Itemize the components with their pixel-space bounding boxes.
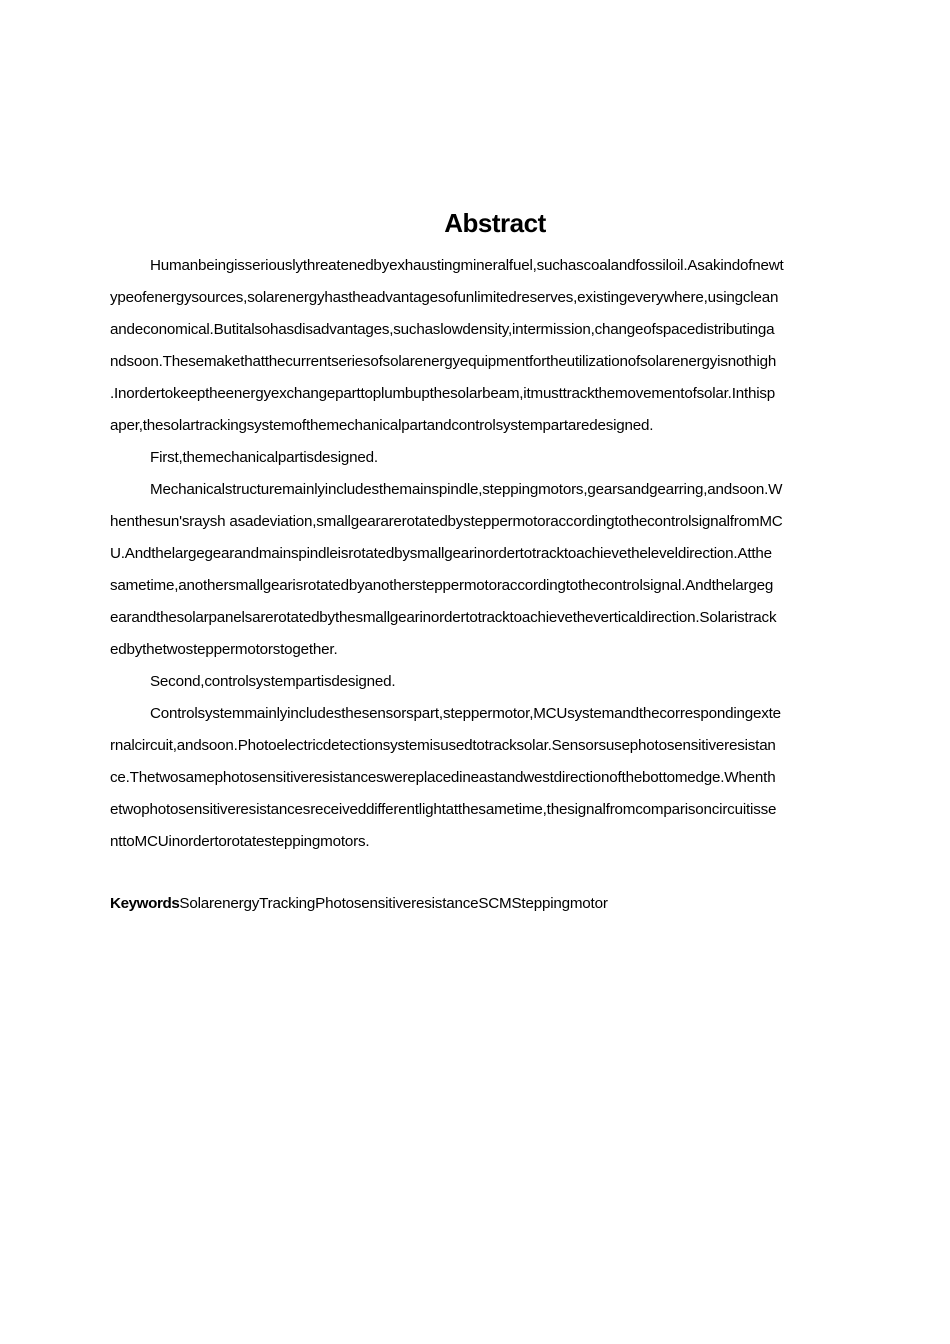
text-line: rnalcircuit,andsoon.Photoelectricdetectionsystemisusedtotracksolar.Sensorsusephotosensitiveresistan	[110, 737, 776, 754]
text-line: Mechanicalstructuremainlyincludesthemainspindle,steppingmotors,gearsandgearring,andsoon.W	[150, 481, 783, 498]
text-line: etwophotosensitiveresistancesreceiveddifferentlightatthesametime,thesignalfromcomparisoncircuitisse	[110, 801, 777, 818]
page-title: Abstract	[444, 208, 546, 238]
text-line: andeconomical.Butitalsohasdisadvantages,suchaslowdensity,intermission,changeofspacedistributinga	[110, 321, 775, 338]
text-line: henthesun'sraysh asadeviation,smallgeararerotatedbysteppermotoraccordingtothecontrolsignalfromMC	[110, 513, 783, 530]
text-line: U.Andthelargegearandmainspindleisrotatedbysmallgearinordertotracktoachievetheleveldirection.Atthe	[110, 545, 772, 562]
text-line: First,themechanicalpartisdesigned.	[150, 449, 378, 466]
text-line: ce.Thetwosamephotosensitiveresistanceswereplacedineastandwestdirectionofthebottomedge.Whenth	[110, 769, 776, 786]
text-line: ypeofenergysources,solarenergyhastheadvantagesofunlimitedreserves,existingeverywhere,usingclean	[110, 289, 779, 306]
keywords-line	[110, 888, 880, 920]
keywords-value: SolarenergyTrackingPhotosensitiveresistanceSCMSteppingmotor	[179, 895, 608, 912]
text-line: Controlsystemmainlyincludesthesensorspart,steppermotor,MCUsystemandthecorrespondingexte	[150, 705, 781, 722]
text-line: Humanbeingisseriouslythreatenedbyexhaustingmineralfuel,suchascoalandfossiloil.Asakindofnewt	[150, 257, 784, 274]
keywords-label: Keywords	[110, 895, 180, 912]
text-line: sametime,anothersmallgearisrotatedbyanothersteppermotoraccordingtothecontrolsignal.Andthelargeg	[110, 577, 774, 594]
text-line: Second,controlsystempartisdesigned.	[150, 673, 396, 690]
text-line: earandthesolarpanelsarerotatedbythesmallgearinordertotracktoachievetheverticaldirection.Solaristrack	[110, 609, 777, 626]
text-line: .Inordertokeeptheenergyexchangeparttoplumbupthesolarbeam,itmusttrackthemovementofsolar.Inthisp	[110, 385, 776, 402]
text-line: edbythetwosteppermotorstogether.	[110, 641, 338, 658]
text-line: aper,thesolartrackingsystemofthemechanicalpartandcontrolsystempartaredesigned.	[110, 417, 654, 434]
abstract-body	[110, 250, 880, 858]
text-line: ndsoon.Thesemakethatthecurrentseriesofsolarenergyequipmentfortheutilizationofsolarenergyisnothigh	[110, 353, 777, 370]
text-line: nttoMCUinordertorotatesteppingmotors.	[110, 833, 370, 850]
